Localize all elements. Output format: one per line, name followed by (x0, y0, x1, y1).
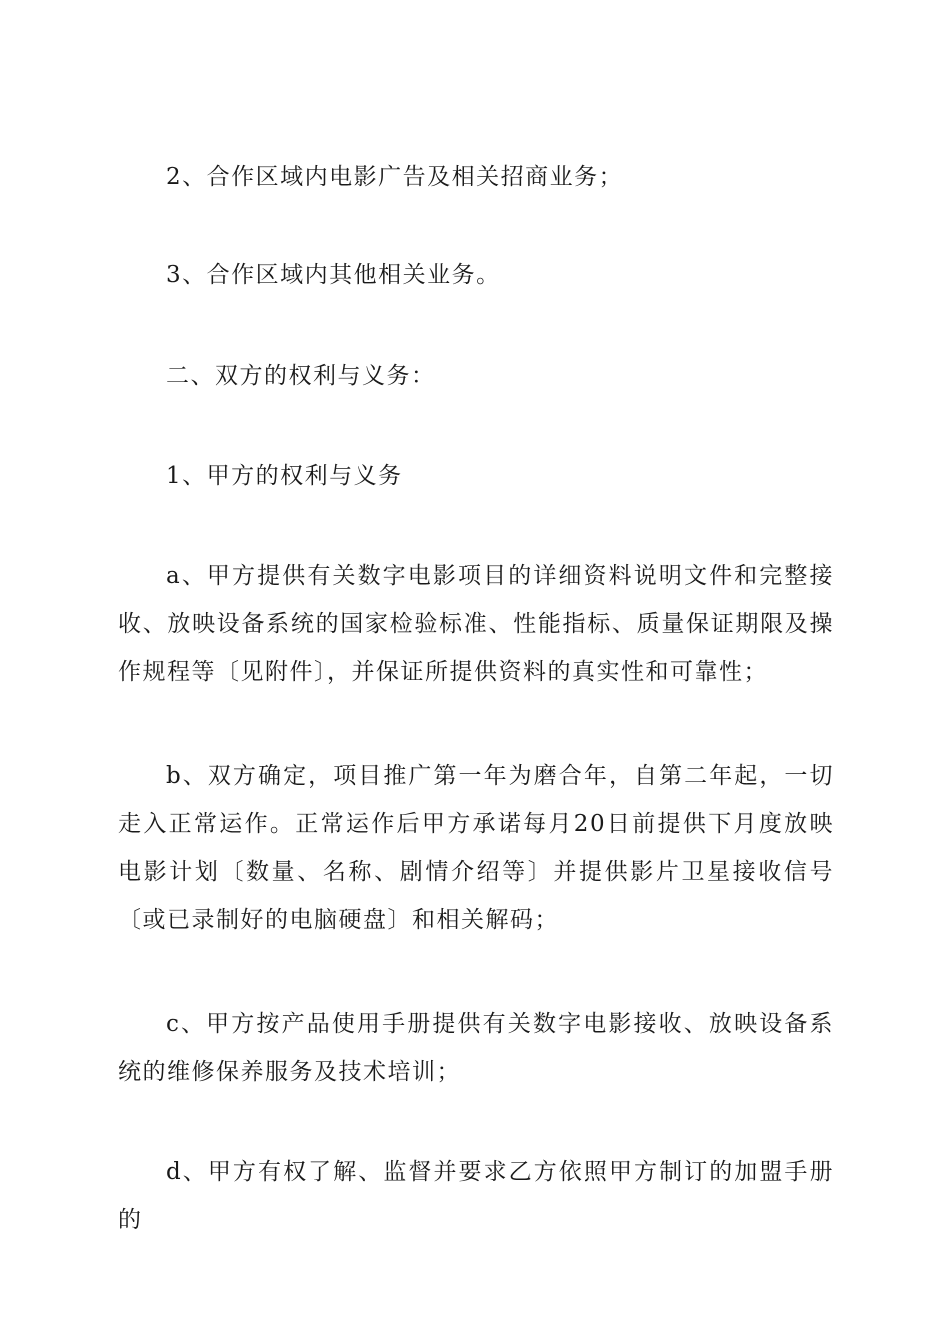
paragraph-item-3: 3、合作区域内其他相关业务。 (166, 262, 501, 288)
paragraph-clause-c: c、甲方按产品使用手册提供有关数字电影接收、放映设备系统的维修保养服务及技术培训； (118, 1011, 834, 1085)
paragraph-clause-a: a、甲方提供有关数字电影项目的详细资料说明文件和完整接收、放映设备系统的国家检验标准、性能指标、质量保证期限及操作规程等〔见附件〕，并保证所提供资料的真实性和可靠性； (118, 563, 834, 685)
paragraph-clause-b: b、双方确定，项目推广第一年为磨合年，自第二年起，一切走入正常运作。正常运作后甲方承诺每月20日前提供下月度放映电影计划〔数量、名称、剧情介绍等〕并提供影片卫星接收信号〔或已录制好的电脑硬盘〕和相关解码； (118, 763, 834, 933)
paragraph-clause-d: d、甲方有权了解、监督并要求乙方依照甲方制订的加盟手册的 (118, 1159, 834, 1233)
section-heading-rights-obligations: 二、双方的权利与义务： (166, 363, 436, 389)
paragraph-item-2: 2、合作区域内电影广告及相关招商业务； (166, 164, 624, 190)
subsection-heading-party-a: 1、甲方的权利与义务 (166, 463, 403, 489)
